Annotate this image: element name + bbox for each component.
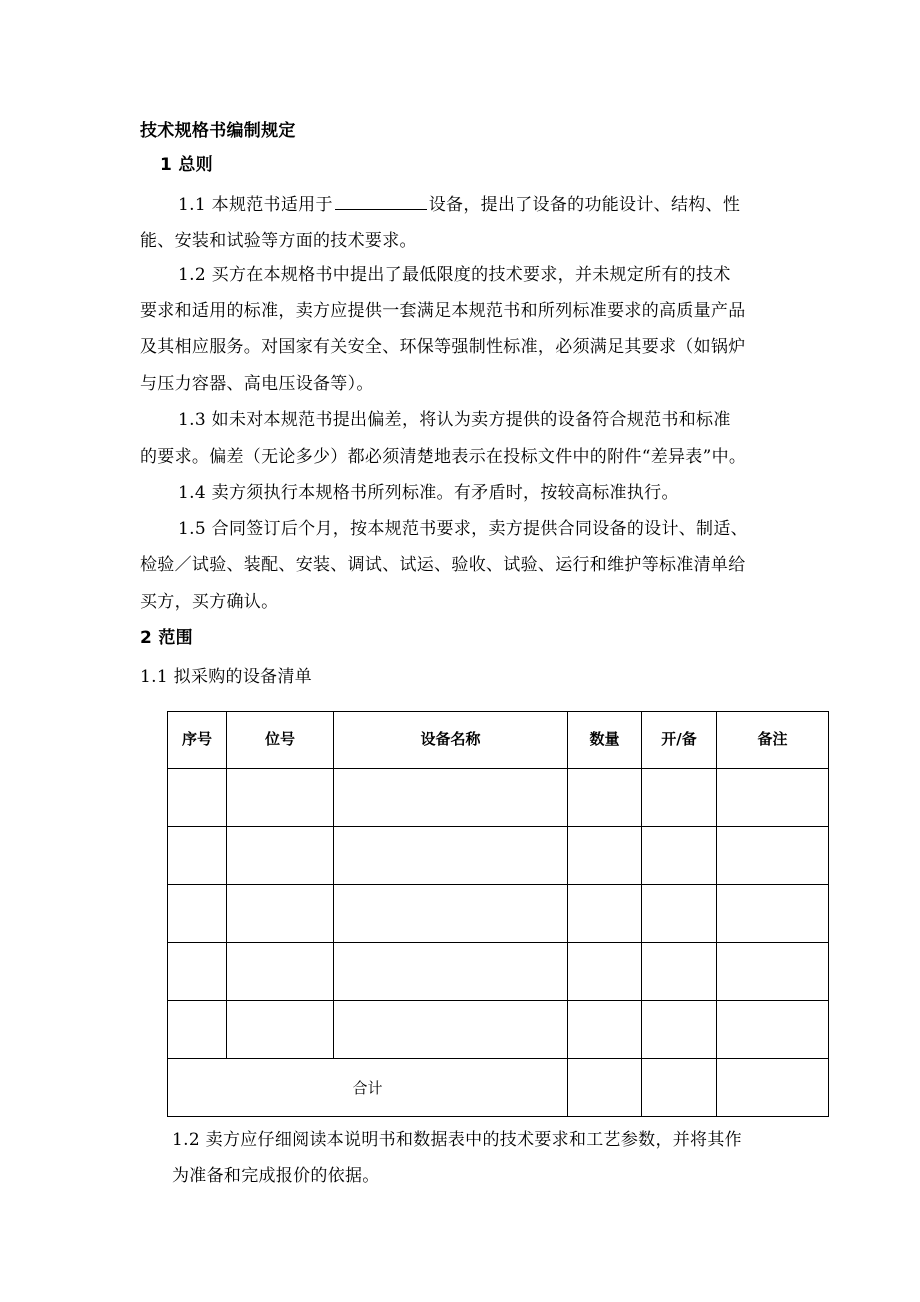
header-tag-no: 位号: [227, 712, 334, 769]
table-cell[interactable]: [568, 943, 642, 1001]
clause-1-5-line-3: 买方，买方确认。: [140, 592, 279, 612]
table-cell[interactable]: [717, 827, 829, 885]
table-cell[interactable]: [568, 769, 642, 827]
table-cell[interactable]: [334, 943, 568, 1001]
clause-2-1-2-line-2: 为准备和完成报价的依据。: [172, 1166, 380, 1186]
table-cell[interactable]: [642, 827, 717, 885]
header-quantity: 数量: [568, 712, 642, 769]
table-row: [168, 769, 829, 827]
table-cell[interactable]: [334, 885, 568, 943]
subsection-1-1-heading: 1.1 拟采购的设备清单: [140, 667, 313, 687]
clause-2-1-2-line-1: 1.2 卖方应仔细阅读本说明书和数据表中的技术要求和工艺参数，并将其作: [172, 1130, 742, 1150]
clause-1-2-line-2: 要求和适用的标准，卖方应提供一套满足本规范书和所列标准要求的高质量产品: [140, 301, 746, 321]
table-cell[interactable]: [717, 769, 829, 827]
clause-1-3-line-2: 的要求。偏差（无论多少）都必须清楚地表示在投标文件中的附件“差异表”中。: [140, 447, 747, 467]
table-cell[interactable]: [227, 943, 334, 1001]
clause-1-1-line-1: [178, 193, 740, 215]
total-quantity-cell[interactable]: [568, 1059, 642, 1117]
clause-1-1-line-2: 能、安装和试验等方面的技术要求。: [140, 231, 417, 251]
table-cell[interactable]: [168, 943, 227, 1001]
fill-in-blank: [335, 193, 427, 210]
table-cell[interactable]: [168, 885, 227, 943]
header-serial-no: 序号: [168, 712, 227, 769]
table-cell[interactable]: [717, 885, 829, 943]
table-cell[interactable]: [642, 885, 717, 943]
clause-1-2-line-3: 及其相应服务。对国家有关安全、环保等强制性标准，必须满足其要求（如锅炉: [140, 337, 746, 357]
header-equipment-name: 设备名称: [334, 712, 568, 769]
table-cell[interactable]: [717, 943, 829, 1001]
clause-1-4-line-1: 1.4 卖方须执行本规格书所列标准。有矛盾时，按较高标准执行。: [178, 483, 679, 503]
table-cell[interactable]: [168, 827, 227, 885]
table-cell[interactable]: [227, 885, 334, 943]
table-cell[interactable]: [568, 827, 642, 885]
table-cell[interactable]: [334, 769, 568, 827]
clause-1-5-line-2: 检验／试验、装配、安装、调试、试运、验收、试验、运行和维护等标准清单给: [140, 555, 746, 575]
table-cell[interactable]: [227, 769, 334, 827]
table-row: [168, 885, 829, 943]
clause-1-1-text-a: 1.1 本规范书适用于: [178, 195, 333, 215]
clause-1-1-text-b: 设备，提出了设备的功能设计、结构、性: [428, 195, 741, 215]
total-remarks-cell[interactable]: [717, 1059, 829, 1117]
table-cell[interactable]: [568, 1001, 642, 1059]
table-row: [168, 943, 829, 1001]
total-label: 合计: [168, 1059, 568, 1117]
table-cell[interactable]: [168, 1001, 227, 1059]
table-cell[interactable]: [717, 1001, 829, 1059]
section-2-heading: 2 范围: [140, 628, 193, 648]
table-header-row: [168, 712, 829, 769]
table-row: [168, 827, 829, 885]
table-cell[interactable]: [334, 1001, 568, 1059]
document-title: 技术规格书编制规定: [140, 121, 296, 141]
table-cell[interactable]: [642, 769, 717, 827]
table-cell[interactable]: [642, 1001, 717, 1059]
table-row: [168, 1001, 829, 1059]
clause-1-2-line-4: 与压力容器、高电压设备等）。: [140, 374, 374, 394]
header-duty-standby: 开/备: [642, 712, 717, 769]
header-remarks: 备注: [717, 712, 829, 769]
table-total-row: [168, 1059, 829, 1117]
table-cell[interactable]: [168, 769, 227, 827]
clause-1-2-line-1: 1.2 买方在本规格书中提出了最低限度的技术要求，并未规定所有的技术: [178, 265, 731, 285]
clause-1-5-line-1: 1.5 合同签订后个月，按本规范书要求，卖方提供合同设备的设计、制适、: [178, 519, 748, 539]
table-cell[interactable]: [642, 943, 717, 1001]
table-cell[interactable]: [227, 827, 334, 885]
total-duty-standby-cell[interactable]: [642, 1059, 717, 1117]
clause-1-3-line-1: 1.3 如未对本规范书提出偏差，将认为卖方提供的设备符合规范书和标准: [178, 410, 731, 430]
table-cell[interactable]: [334, 827, 568, 885]
equipment-list-table: [167, 711, 829, 1117]
table-cell[interactable]: [568, 885, 642, 943]
section-1-heading: 1 总则: [160, 155, 213, 175]
table-cell[interactable]: [227, 1001, 334, 1059]
